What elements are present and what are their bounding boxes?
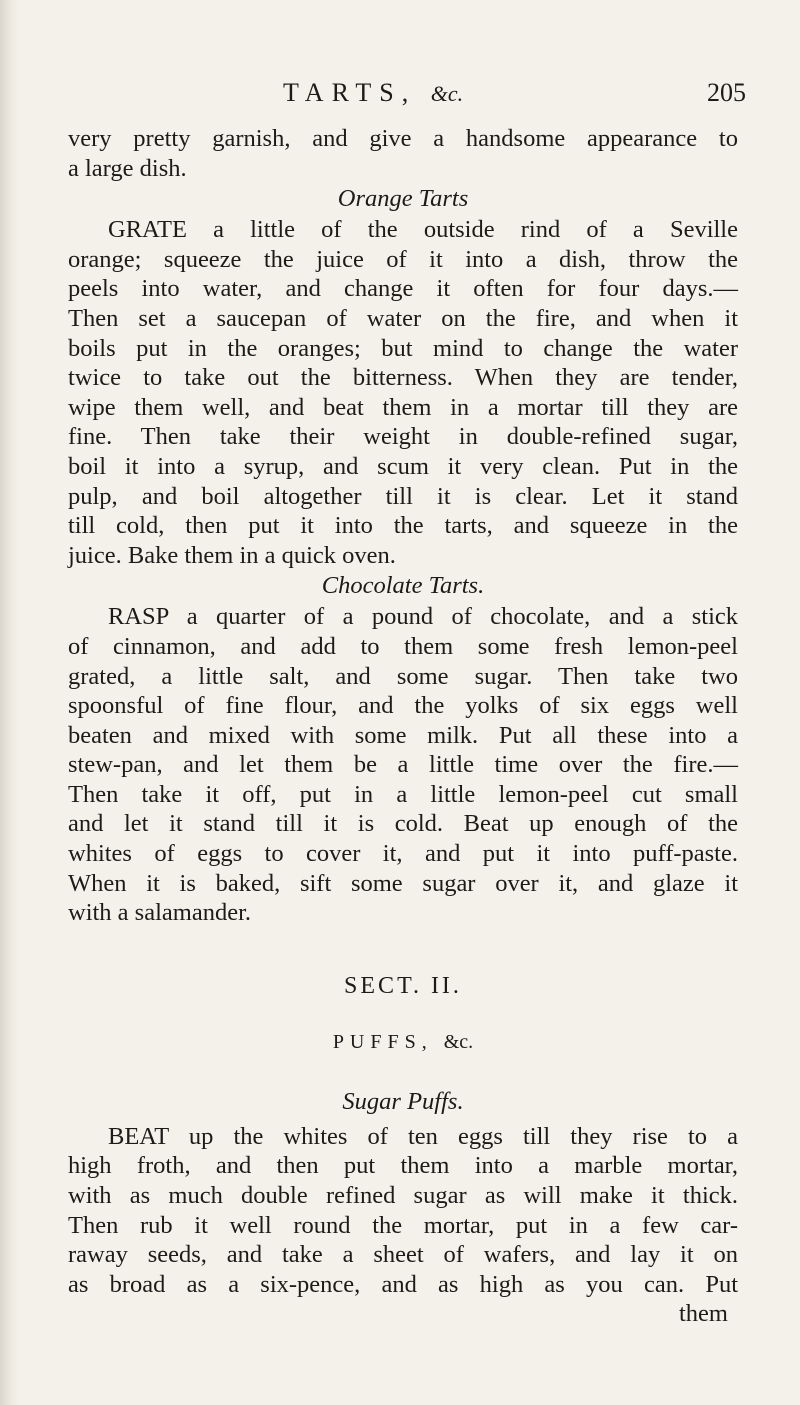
text-line: very pretty garnish, and give a handsome appearance to xyxy=(68,125,738,152)
text-line: as broad as a six-pence, and as high as you can. Put xyxy=(68,1270,738,1298)
recipe-heading-chocolate-tarts: Chocolate Tarts. xyxy=(321,572,485,600)
text-line: with a salamander. xyxy=(68,899,252,927)
text-line: and let it stand till it is cold. Beat up enough of the xyxy=(68,810,738,838)
text-line: whites of eggs to cover it, and put it into puff-paste. xyxy=(68,840,738,868)
text-line: GRATE a little of the outside rind of a Seville xyxy=(108,216,738,244)
text-line: When it is baked, sift some sugar over it, and glaze it xyxy=(68,869,738,897)
text-line: BEAT up the whites of ten eggs till they rise to a xyxy=(108,1122,738,1150)
page-edge-shadow xyxy=(0,0,18,1405)
text-line: RASP a quarter of a pound of chocolate, and a stick xyxy=(108,603,738,631)
body-text xyxy=(68,124,738,1329)
running-head xyxy=(56,78,756,112)
text-line: pulp, and boil altogether till it is clear. Let it stand xyxy=(68,482,738,510)
section-subtitle: PUFFS, &c. xyxy=(332,1030,474,1053)
text-line: high froth, and then put them into a marble mortar, xyxy=(68,1152,738,1180)
text-line: a large dish. xyxy=(68,154,187,182)
text-line: orange; squeeze the juice of it into a dish, throw the xyxy=(68,245,738,273)
text-line: spoonsful of fine flour, and the yolks of six eggs well xyxy=(68,692,738,720)
text-line: stew-pan, and let them be a little time over the fire.— xyxy=(68,751,738,779)
text-line: boils put in the oranges; but mind to change the water xyxy=(68,334,738,362)
section-title: SECT. II. xyxy=(344,972,462,999)
running-head-title: TARTS, &c. xyxy=(283,78,464,107)
text-line: boil it into a syrup, and scum it very clean. Put in the xyxy=(68,452,738,480)
text-line: wipe them well, and beat them in a mortar till they are xyxy=(68,393,738,421)
text-line: beaten and mixed with some milk. Put all these into a xyxy=(68,721,738,749)
text-line: fine. Then take their weight in double-refined sugar, xyxy=(68,423,738,451)
text-line: grated, a little salt, and some sugar. Then take two xyxy=(68,662,738,690)
text-line: of cinnamon, and add to them some fresh lemon-peel xyxy=(68,632,738,660)
catchword: them xyxy=(679,1300,728,1328)
text-line: peels into water, and change it often for four days.— xyxy=(68,275,738,303)
page-number: 205 xyxy=(707,78,746,107)
text-line: Then set a saucepan of water on the fire, and when it xyxy=(68,304,738,332)
text-line: raway seeds, and take a sheet of wafers, and lay it on xyxy=(68,1241,738,1269)
recipe-heading-sugar-puffs: Sugar Puffs. xyxy=(342,1087,464,1115)
text-line: Then rub it well round the mortar, put in a few car- xyxy=(68,1211,738,1239)
text-line: twice to take out the bitterness. When they are tender, xyxy=(68,364,738,392)
text-line: with as much double refined sugar as will make it thick. xyxy=(68,1182,738,1210)
text-line: juice. Bake them in a quick oven. xyxy=(68,541,396,569)
text-line: till cold, then put it into the tarts, and squeeze in the xyxy=(68,512,738,540)
text-line: Then take it off, put in a little lemon-peel cut small xyxy=(68,780,738,808)
recipe-heading-orange-tarts: Orange Tarts xyxy=(337,185,469,213)
